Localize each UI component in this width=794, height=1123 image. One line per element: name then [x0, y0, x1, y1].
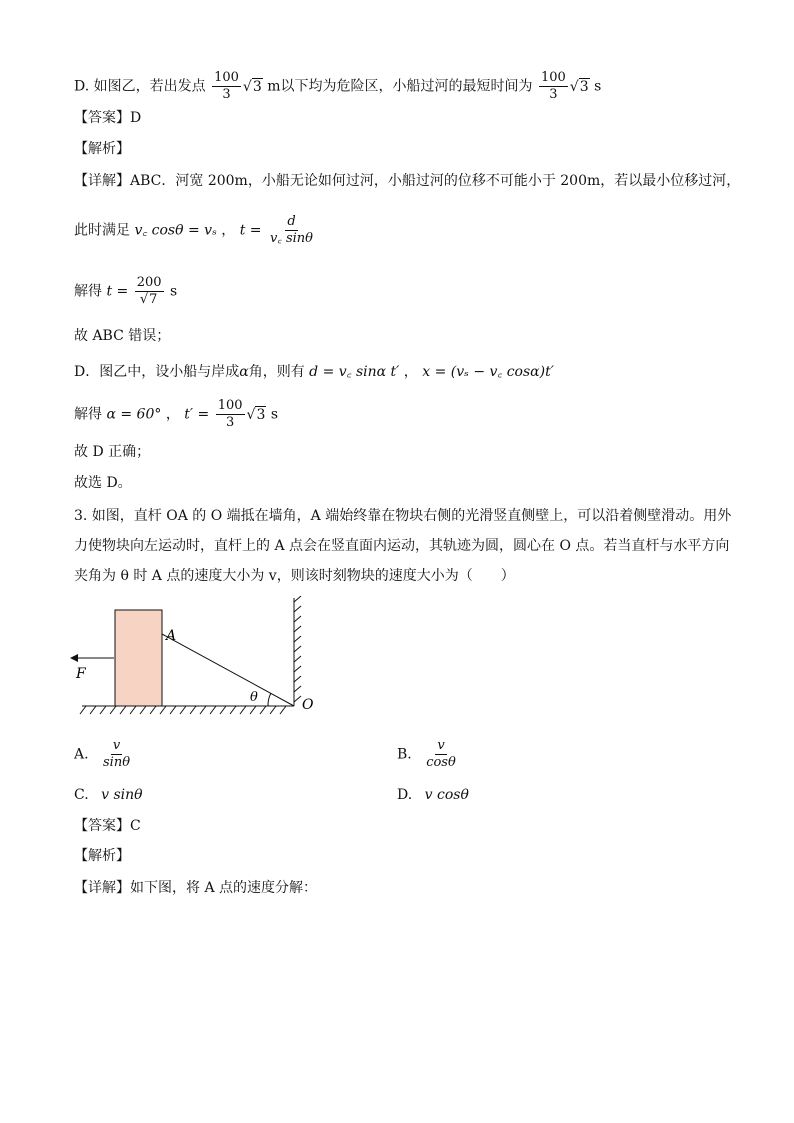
question-3-line-3: 夹角为 θ 时 A 点的速度大小为 v，则该时刻物块的速度大小为（ ）	[74, 568, 515, 584]
label-theta: θ	[250, 690, 258, 705]
unit: s	[594, 78, 602, 95]
d-correct: 故 D 正确；	[74, 444, 151, 460]
ground-hatching	[80, 706, 294, 714]
condition-prefix: 此时满足	[74, 222, 130, 239]
option-c	[74, 785, 143, 805]
d-equation-2: x = (vₛ − v꜀ cosα)t′	[422, 364, 554, 380]
option-label: C.	[74, 787, 89, 803]
theta-arc	[268, 693, 271, 706]
fraction: $\frac{200}{√7}$	[136, 275, 162, 307]
condition-line	[74, 214, 317, 247]
answer-1: 【答案】D	[74, 110, 142, 126]
solution-prefix: 解得	[74, 283, 102, 300]
answer-2: 【答案】C	[74, 818, 141, 834]
time-symbol: t =	[106, 283, 129, 300]
fraction: $\frac{v}{\sin\theta}$	[103, 738, 131, 770]
fraction: $\frac{100}{3}$	[214, 70, 239, 102]
sqrt: √3	[246, 406, 266, 423]
detail-1: 【详解】ABC．河宽 200m，小船无论如何过河，小船过河的位移不可能小于 200m，若以最小位移过河，	[74, 173, 741, 189]
option-d	[397, 785, 469, 805]
d-prefix: D．图乙中，设小船与岸成	[74, 364, 240, 380]
d-analysis-line	[74, 362, 554, 382]
condition-equation: v꜀ cosθ = vₛ	[134, 222, 217, 239]
label-o: O	[302, 697, 314, 713]
fraction: $\frac{100}{3}$	[217, 398, 243, 430]
solution-prefix: 解得	[74, 406, 102, 423]
fraction: $\frac{d}{v꜀ \sin\theta}$	[269, 214, 313, 246]
time-symbol: t =	[239, 222, 262, 239]
analysis-heading-1: 【解析】	[74, 141, 130, 157]
wall-hatching	[294, 596, 301, 706]
d-equation-1: d = v꜀ sinα t′	[309, 364, 400, 380]
choose-d: 故选 D。	[74, 475, 132, 491]
question-3-line-2: 力使物块向左运动时，直杆上的 A 点会在竖直面内运动，其轨迹为圆，圆心在 O 点。若当直杆与水平方向	[74, 538, 730, 554]
physics-figure	[60, 590, 330, 720]
fraction: $\frac{v}{\cos\theta}$	[426, 738, 456, 770]
solution-2	[74, 398, 278, 431]
option-label: A.	[74, 746, 89, 763]
separator: ，	[165, 406, 180, 423]
unit: s	[170, 283, 178, 300]
block	[115, 610, 162, 706]
alpha-symbol: α	[239, 364, 249, 380]
detail-2: 【详解】如下图，将 A 点的速度分解：	[74, 880, 318, 896]
sqrt: √3	[242, 78, 262, 95]
time-symbol: t′ =	[184, 406, 210, 423]
alpha-value: α = 60°	[106, 406, 162, 423]
option-label: B.	[397, 746, 412, 763]
unit: s	[270, 406, 279, 423]
question-3-line-1: 3. 如图，直杆 OA 的 O 端抵在墙角，A 端始终靠在物块右侧的光滑竖直侧壁上，可以沿着侧壁滑动。用外	[74, 508, 732, 524]
option-value: v cosθ	[424, 787, 469, 803]
fraction: $\frac{100}{3}$	[540, 70, 566, 102]
label-f: F	[76, 666, 86, 682]
separator: ，	[221, 222, 236, 239]
force-arrow	[70, 654, 114, 662]
analysis-heading-2: 【解析】	[74, 848, 130, 864]
d-mid: 角，则有	[248, 364, 305, 380]
option-d-mid: m以下均为危险区，小船过河的最短时间为	[267, 78, 533, 95]
option-label: D.	[397, 787, 413, 803]
separator: ，	[403, 364, 418, 380]
option-d-prefix: D. 如图乙，若出发点	[74, 78, 206, 95]
option-a	[74, 738, 134, 771]
label-a: A	[166, 628, 177, 644]
option-value: v sinθ	[101, 787, 143, 803]
rod-oa	[162, 634, 294, 706]
sqrt: √3	[569, 78, 589, 95]
abc-wrong: 故 ABC 错误；	[74, 328, 171, 344]
solution-1	[74, 275, 177, 308]
option-d-line	[74, 70, 601, 103]
option-b	[397, 738, 460, 771]
